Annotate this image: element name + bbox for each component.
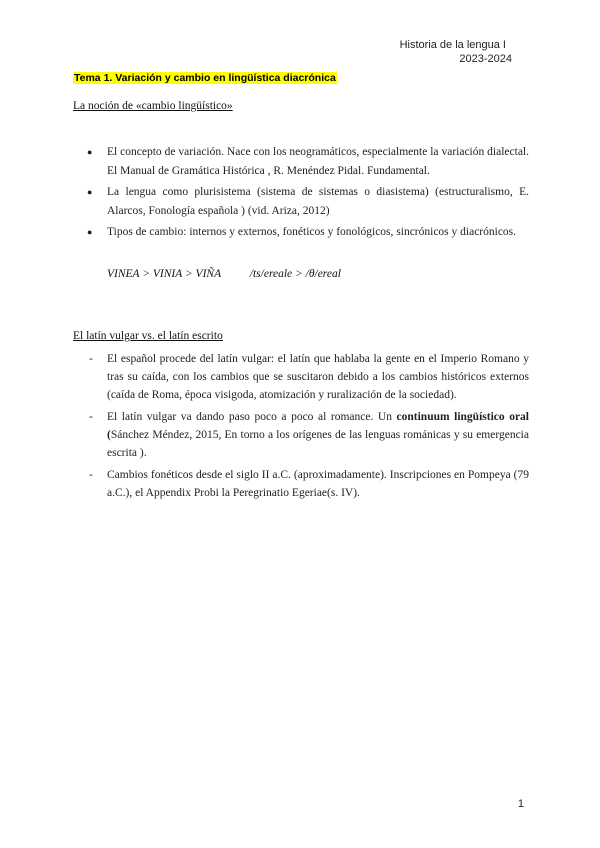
list-item: - Cambios fonéticos desde el siglo II a.C. (aproximadamente). Inscripciones en Pompeya (79 a.C.), el Appendix Probi la Peregrinatio Egeriae(s. IV). (73, 466, 529, 502)
bold-term: continuum lingüístico oral ( (107, 411, 529, 441)
list-item: - El español procede del latín vulgar: el latín que hablaba la gente en el Imperio Romano y tras su caída, con los cambios que se suscitaron debido a los cambios históricos externos (caída de Roma, época visigoda, atomización y ruralización de la sociedad). (73, 350, 529, 404)
list-item: ● La lengua como plurisistema (sistema de sistemas o diasistema) (estructuralismo, E. Alarcos, Fonología española ) (vid. Ariza, 2012) (73, 183, 529, 221)
list-item: ● El concepto de variación. Nace con los neogramáticos, especialmente la variación dialectal. El Manual de Gramática Histórica , R. Menéndez Pidal. Fundamental. (73, 143, 529, 181)
dash-marker: - (89, 411, 93, 423)
example-formula (107, 268, 341, 280)
section-heading-cambio: La noción de «cambio lingüístico» (73, 100, 233, 112)
bullet-list (73, 143, 529, 244)
page-number: 1 (517, 798, 524, 810)
section-heading-latin: El latín vulgar vs. el latín escrito (73, 330, 223, 342)
list-item: - El latín vulgar va dando paso poco a poco al romance. Un continuum lingüístico oral (Sánchez Méndez, 2015, En torno a los orígenes de las lenguas románicas y su emergencia escrita ). (73, 408, 529, 462)
dash-marker: - (89, 353, 93, 365)
bullet-icon: ● (87, 227, 93, 237)
dash-list (73, 350, 529, 506)
bullet-icon: ● (87, 147, 93, 157)
document-header (399, 38, 512, 66)
phonetic-evolution: /ts/ereale > /θ/ereal (249, 268, 341, 280)
page-title: Tema 1. Variación y cambio en lingüística diacrónica (74, 72, 336, 84)
course-name: Historia de la lengua I (399, 39, 506, 51)
dash-marker: - (89, 469, 93, 481)
list-item: ● Tipos de cambio: internos y externos, fonéticos y fonológicos, sincrónicos y diacrónicos. (73, 223, 529, 242)
academic-year: 2023-2024 (459, 53, 512, 65)
bullet-icon: ● (87, 187, 93, 197)
latin-evolution: VINEA > VINIA > VIÑA (107, 268, 221, 280)
